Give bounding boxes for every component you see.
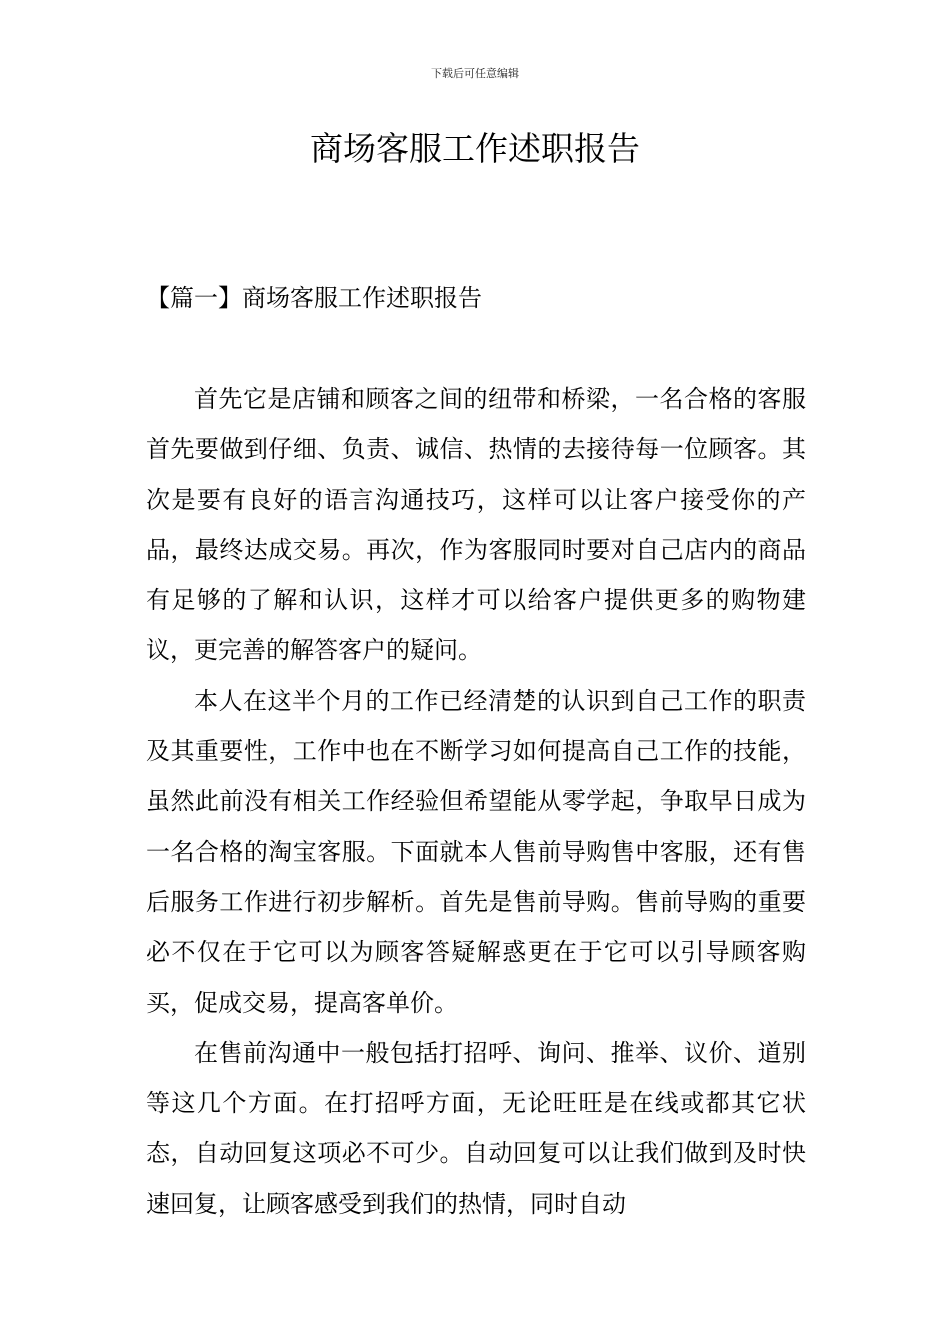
document-body	[146, 374, 806, 1229]
document-title: 商场客服工作述职报告	[310, 129, 640, 168]
page-header-note: 下载后可任意编辑	[431, 67, 519, 80]
paragraph-3: 在售前沟通中一般包括打招呼、询问、推举、议价、道别等这几个方面。在打招呼方面，无论旺旺是在线或都其它状态，自动回复这项必不可少。自动回复可以让我们做到及时快速回复，让顾客感受到我们的热情，同时自动	[146, 1038, 806, 1218]
paragraph-2: 本人在这半个月的工作已经清楚的认识到自己工作的职责及其重要性，工作中也在不断学习如何提高自己工作的技能，虽然此前没有相关工作经验但希望能从零学起，争取早日成为一名合格的淘宝客服。下面就本人售前导购售中客服，还有售后服务工作进行初步解析。首先是售前导购。售前导购的重要必不仅在于它可以为顾客答疑解惑更在于它可以引导顾客购买，促成交易，提高客单价。	[146, 686, 806, 1017]
section-heading: 【篇一】商场客服工作述职报告	[146, 284, 482, 312]
paragraph-1: 首先它是店铺和顾客之间的纽带和桥梁，一名合格的客服首先要做到仔细、负责、诚信、热情的去接待每一位顾客。其次是要有良好的语言沟通技巧，这样可以让客户接受你的产品，最终达成交易。再次，作为客服同时要对自己店内的商品有足够的了解和认识，这样才可以给客户提供更多的购物建议，更完善的解答客户的疑问。	[146, 385, 806, 665]
